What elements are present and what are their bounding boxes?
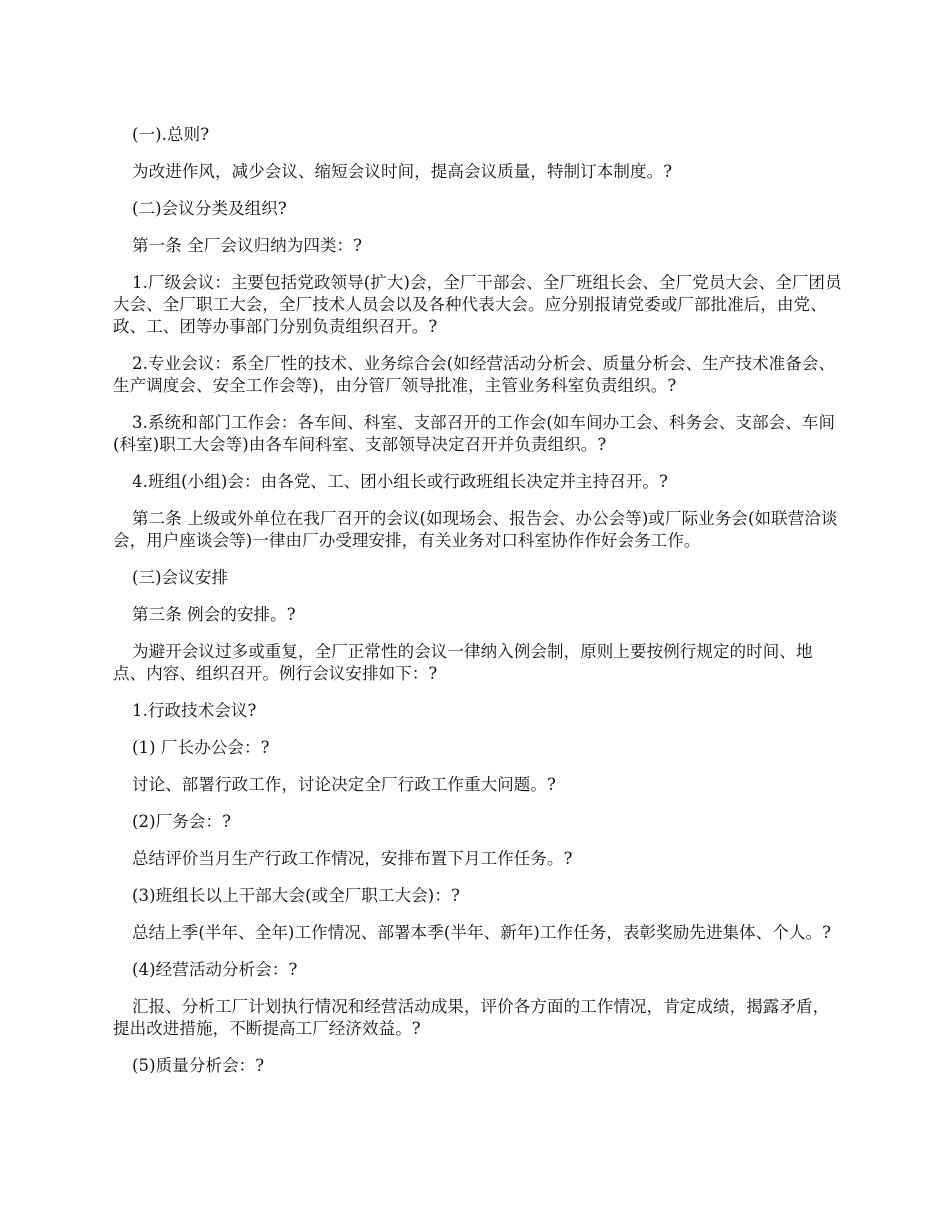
item-business-analysis-meeting: (4)经营活动分析会：? <box>132 960 298 979</box>
subheading-administrative-meetings: 1.行政技术会议? <box>132 701 257 720</box>
paragraph-business-analysis-meeting: 汇报、分析工厂计划执行情况和经营活动成果，评价各方面的工作情况，肯定成绩，揭露矛盾，提出改进措施，不断提高工厂经济效益。? <box>113 997 830 1038</box>
section-heading-general: (一).总则? <box>132 125 210 144</box>
document-body <box>113 124 843 1092</box>
list-item-professional-meetings: 2.专业会议：系全厂性的技术、业务综合会(如经营活动分析会、质量分析会、生产技术准备会、生产调度会、安全工作会等)，由分管厂领导批准，主管业务科室负责组织。? <box>113 354 836 395</box>
paragraph-purpose: 为改进作风，减少会议、缩短会议时间，提高会议质量，特制订本制度。? <box>132 162 673 181</box>
article-1-heading: 第一条 全厂会议归纳为四类：? <box>132 236 363 255</box>
paragraph-director-office-meeting: 讨论、部署行政工作，讨论决定全厂行政工作重大问题。? <box>132 775 556 794</box>
article-2-paragraph: 第二条 上级或外单位在我厂召开的会议(如现场会、报告会、办公会等)或厂际业务会(如联营洽谈会，用户座谈会等)一律由厂办受理安排，有关业务对口科室协作作好会务工作。 <box>113 509 838 550</box>
paragraph-factory-affairs-meeting: 总结评价当月生产行政工作情况，安排布置下月工作任务。? <box>132 849 573 868</box>
paragraph-regular-meetings: 为避开会议过多或重复，全厂正常性的会议一律纳入例会制，原则上要按例行规定的时间、地点、内容、组织召开。例行会议安排如下：? <box>113 642 813 683</box>
list-item-team-meetings: 4.班组(小组)会：由各党、工、团小组长或行政班组长决定并主持召开。? <box>132 472 668 491</box>
section-heading-classification: (二)会议分类及组织? <box>132 199 287 218</box>
item-director-office-meeting: (1) 厂长办公会：? <box>132 738 270 757</box>
item-cadre-assembly: (3)班组长以上干部大会(或全厂职工大会)：? <box>132 886 460 905</box>
section-heading-arrangement: (三)会议安排 <box>132 568 229 587</box>
paragraph-cadre-assembly: 总结上季(半年、全年)工作情况、部署本季(半年、新年)工作任务，表彰奖励先进集体、个人。? <box>132 923 832 942</box>
item-quality-analysis-meeting: (5)质量分析会：? <box>132 1056 265 1075</box>
list-item-factory-meetings: 1.厂级会议：主要包括党政领导(扩大)会，全厂干部会、全厂班组长会、全厂党员大会、全厂团员大会、全厂职工大会，全厂技术人员会以及各种代表大会。应分别报请党委或厂部批准后，由党、政、工、团等办事部门分别负责组织召开。? <box>113 273 842 336</box>
list-item-department-meetings: 3.系统和部门工作会：各车间、科室、支部召开的工作会(如车间办工会、科务会、支部会、车间(科室)职工大会等)由各车间科室、支部领导决定召开并负责组织。? <box>113 413 836 454</box>
item-factory-affairs-meeting: (2)厂务会：? <box>132 812 232 831</box>
article-3-heading: 第三条 例会的安排。? <box>132 605 296 624</box>
